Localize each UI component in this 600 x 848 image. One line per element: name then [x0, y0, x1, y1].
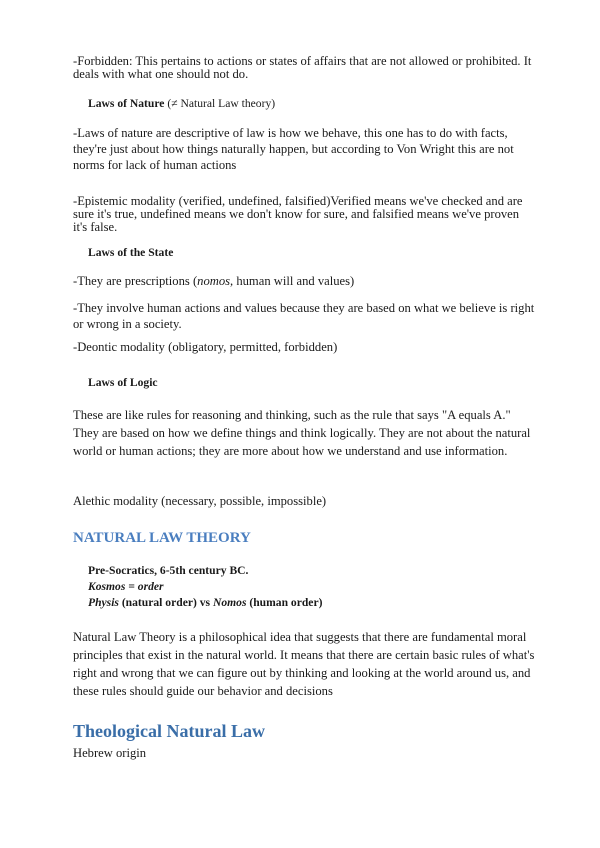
laws-of-nature-paragraph-2: -Epistemic modality (verified, undefined, falsified)Verified means we've checked and are sure it's true, undefined means we don't know for sure, and falsified means we've proven it's false.	[73, 194, 523, 234]
laws-of-nature-heading	[88, 97, 275, 110]
nomos-term: nomos,	[197, 274, 234, 288]
theological-natural-law-heading: Theological Natural Law	[73, 721, 265, 741]
pre-socratics-line: Pre-Socratics, 6-5th century BC.	[88, 564, 249, 577]
laws-of-logic-paragraph-1: These are like rules for reasoning and thinking, such as the rule that says "A equals A." They are based on how we define things and think logically. They are not about the natural world or human actions; they are more about how we understand and use information.	[73, 408, 531, 458]
laws-of-nature-paragraph-1: -Laws of nature are descriptive of law is how we behave, this one has to do with facts, they're just about how things naturally happen, but according to Von Wright this are not norms for lack of human actions	[73, 126, 514, 172]
laws-of-state-paragraph-3: -Deontic modality (obligatory, permitted, forbidden)	[73, 340, 338, 354]
laws-of-state-paragraph-2: -They involve human actions and values because they are based on what we believe is right or wrong in a society.	[73, 301, 535, 331]
forbidden-paragraph: -Forbidden: This pertains to actions or states of affairs that are not allowed or prohibited. It deals with what one should not do.	[73, 54, 532, 81]
laws-of-state-heading: Laws of the State	[88, 246, 174, 259]
physis-nomos-line	[88, 596, 322, 609]
laws-of-logic-paragraph-2: Alethic modality (necessary, possible, impossible)	[73, 494, 327, 508]
natural-law-theory-paragraph: Natural Law Theory is a philosophical idea that suggests that there are fundamental moral principles that exist in the natural world. It means that there are certain basic rules of what's right and wrong that we can figure out by thinking and looking at the world around us, and these rules should guide our behavior and decisions	[73, 630, 535, 698]
laws-of-nature-note: (≠ Natural Law theory)	[167, 97, 276, 110]
kosmos-line: Kosmos = order	[88, 580, 164, 593]
physis-desc: (natural order) vs	[118, 596, 213, 609]
laws-of-state-paragraph-1	[73, 273, 535, 289]
laws-of-nature-title: Laws of Nature	[88, 97, 165, 110]
hebrew-origin-text: Hebrew origin	[73, 746, 147, 760]
physis-term: Physis	[88, 596, 119, 609]
laws-of-state-p1-start: -They are prescriptions (	[73, 274, 198, 288]
nomos-term-2: Nomos	[212, 596, 247, 609]
laws-of-logic-heading: Laws of Logic	[88, 376, 158, 389]
nomos-desc: (human order)	[246, 596, 323, 609]
laws-of-state-p1-end: human will and values)	[233, 274, 355, 288]
natural-law-theory-heading: NATURAL LAW THEORY	[73, 530, 251, 546]
